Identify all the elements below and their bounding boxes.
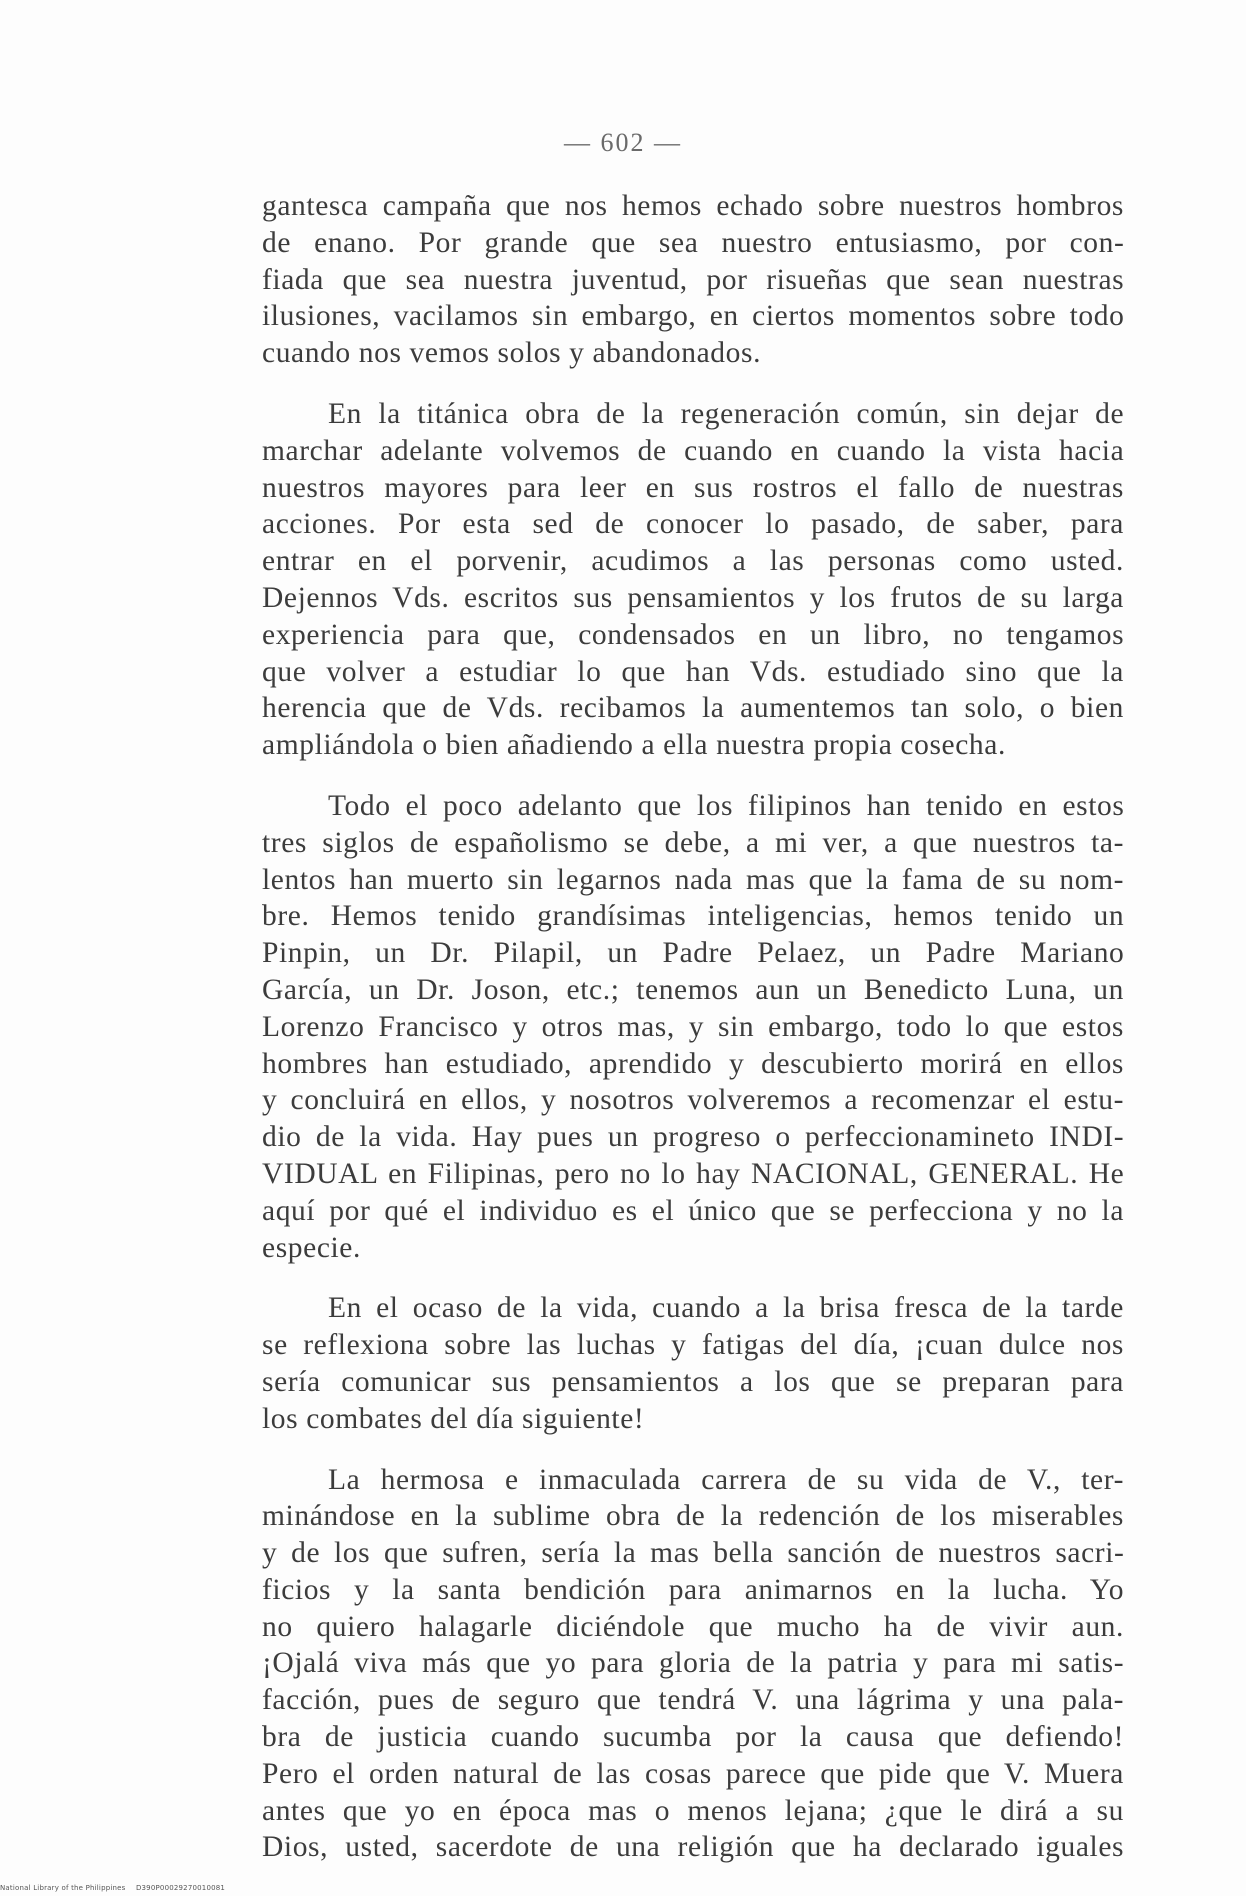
- text-line: antes que yo en época mas o menos lejana; ¿que le dirá a su: [262, 1794, 1124, 1827]
- page-number: — 602 —: [564, 128, 682, 157]
- text-line: bra de justicia cuando sucumba por la causa que defiendo!: [262, 1721, 1124, 1754]
- text-line: En el ocaso de la vida, cuando a la brisa fresca de la tarde: [328, 1292, 1124, 1325]
- text-line: no quiero halagarle diciéndole que mucho ha de vivir aun.: [262, 1610, 1124, 1643]
- text-line: Pero el orden natural de las cosas parece que pide que V. Muera: [262, 1757, 1124, 1790]
- text-line: se reflexiona sobre las luchas y fatigas del día, ¡cuan dulce nos: [262, 1329, 1124, 1362]
- text-line: herencia que de Vds. recibamos la aumentemos tan solo, o bien: [262, 692, 1124, 725]
- text-line: Dios, usted, sacerdote de una religión que ha declarado iguales: [262, 1831, 1124, 1864]
- text-line: cuando nos vemos solos y abandonados.: [262, 337, 762, 370]
- text-line: La hermosa e inmaculada carrera de su vida de V., ter-: [328, 1463, 1124, 1496]
- text-line: los combates del día siguiente!: [262, 1402, 645, 1435]
- text-line: En la titánica obra de la regeneración común, sin dejar de: [328, 397, 1124, 430]
- text-line: ¡Ojalá viva más que yo para gloria de la patria y para mi satis-: [262, 1647, 1124, 1680]
- text-line: y de los que sufren, sería la mas bella sanción de nuestros sacri-: [262, 1537, 1124, 1570]
- body-text: [262, 188, 1124, 1890]
- text-line: y concluirá en ellos, y nosotros volveremos a recomenzar el estu-: [262, 1084, 1124, 1117]
- text-line: facción, pues de seguro que tendrá V. una lágrima y una pala-: [262, 1684, 1124, 1717]
- footer-credit: [0, 1884, 233, 1892]
- text-line: dio de la vida. Hay pues un progreso o perfeccionamineto INDI-: [262, 1121, 1124, 1154]
- text-line: que volver a estudiar lo que han Vds. estudiado sino que la: [262, 655, 1124, 688]
- text-line: especie.: [262, 1231, 361, 1264]
- text-line: lentos han muerto sin legarnos nada mas que la fama de su nom-: [262, 863, 1124, 896]
- text-line: experiencia para que, condensados en un libro, no tengamos: [262, 618, 1124, 651]
- text-line: ampliándola o bien añadiendo a ella nuestra propia cosecha.: [262, 729, 1006, 762]
- paragraph-1: [262, 188, 1124, 372]
- text-line: bre. Hemos tenido grandísimas inteligencias, hemos tenido un: [262, 900, 1124, 933]
- text-line: fiada que sea nuestra juventud, por risueñas que sean nuestras: [262, 263, 1124, 296]
- paragraph-4: [262, 1290, 1124, 1437]
- paragraph-2: [262, 396, 1124, 764]
- text-line: entrar en el porvenir, acudimos a las personas como usted.: [262, 545, 1124, 578]
- text-line: de enano. Por grande que sea nuestro entusiasmo, por con-: [262, 226, 1124, 259]
- text-line: acciones. Por esta sed de conocer lo pasado, de saber, para: [262, 508, 1124, 541]
- text-line: Pinpin, un Dr. Pilapil, un Padre Pelaez, un Padre Mariano: [262, 937, 1124, 970]
- text-line: tres siglos de españolismo se debe, a mi ver, a que nuestros ta-: [262, 826, 1124, 859]
- footer-source: National Library of the Philippines: [0, 1884, 126, 1892]
- text-line: García, un Dr. Joson, etc.; tenemos aun un Benedicto Luna, un: [262, 973, 1124, 1006]
- text-line: gantesca campaña que nos hemos echado sobre nuestros hombros: [262, 190, 1124, 222]
- text-line: Dejennos Vds. escritos sus pensamientos y los frutos de su larga: [262, 581, 1124, 614]
- text-line: nuestros mayores para leer en sus rostros el fallo de nuestras: [262, 471, 1124, 504]
- text-line: minándose en la sublime obra de la redención de los miserables: [262, 1500, 1124, 1533]
- text-line: hombres han estudiado, aprendido y descubierto morirá en ellos: [262, 1047, 1124, 1080]
- footer-code: D390P00029270010081: [135, 1884, 226, 1892]
- paragraph-5: [262, 1462, 1124, 1867]
- text-line: ilusiones, vacilamos sin embargo, en ciertos momentos sobre todo: [262, 300, 1124, 333]
- text-line: aquí por qué el individuo es el único que se perfecciona y no la: [262, 1194, 1124, 1227]
- text-line: ficios y la santa bendición para animarnos en la lucha. Yo: [262, 1573, 1124, 1606]
- text-line: Lorenzo Francisco y otros mas, y sin embargo, todo lo que estos: [262, 1010, 1124, 1043]
- text-line: marchar adelante volvemos de cuando en cuando la vista hacia: [262, 434, 1124, 467]
- text-line: Todo el poco adelanto que los filipinos han tenido en estos: [328, 789, 1124, 822]
- paragraph-3: [262, 788, 1124, 1266]
- text-line: VIDUAL en Filipinas, pero no lo hay NACIONAL, GENERAL. He: [262, 1157, 1124, 1190]
- text-line: sería comunicar sus pensamientos a los que se preparan para: [262, 1365, 1124, 1398]
